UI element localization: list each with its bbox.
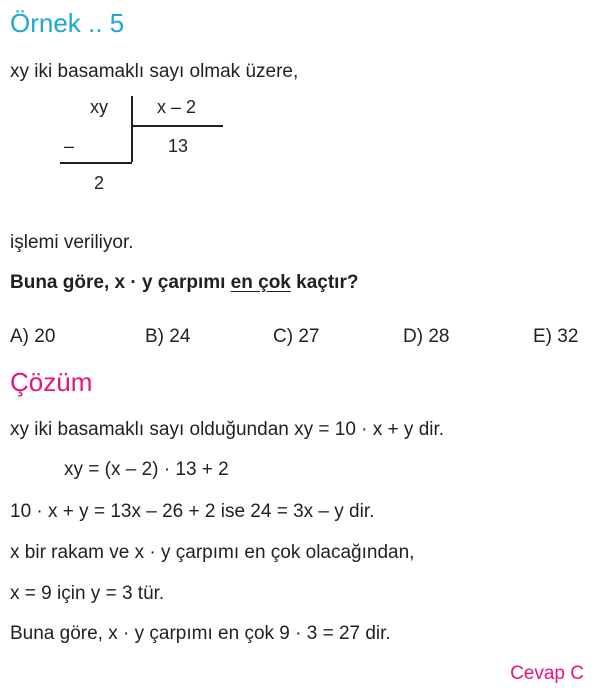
question-emphasis: en çok <box>230 272 291 293</box>
problem-statement: işlemi veriliyor. <box>10 232 134 253</box>
division-remainder: 2 <box>94 173 105 193</box>
question-suffix: kaçtır? <box>290 272 359 293</box>
problem-intro: xy iki basamaklı sayı olmak üzere, <box>10 61 299 82</box>
solution-line: x = 9 için y = 3 tür. <box>10 583 165 604</box>
solution-title: Çözüm <box>10 367 93 397</box>
choice-c: C) 27 <box>273 326 320 347</box>
choice-b: B) 24 <box>145 326 191 347</box>
answer-label: Cevap C <box>510 663 584 684</box>
division-quotient: 13 <box>168 136 189 156</box>
choice-a: A) 20 <box>10 326 56 347</box>
solution-line: x bir rakam ve x · y çarpımı en çok olacağından, <box>10 542 415 563</box>
division-vertical-line <box>131 96 133 162</box>
problem-question <box>10 271 358 295</box>
solution-line: xy iki basamaklı sayı olduğundan xy = 10 · x + y dir. <box>10 419 445 440</box>
solution-line: 10 · x + y = 13x – 26 + 2 ise 24 = 3x – y dir. <box>10 501 375 522</box>
choice-e: E) 32 <box>533 326 579 347</box>
division-dividend: xy <box>90 97 108 117</box>
choice-d: D) 28 <box>403 326 450 347</box>
division-divisor-underline <box>131 125 223 127</box>
division-minus-sign: – <box>64 136 75 156</box>
solution-line: xy = (x – 2) · 13 + 2 <box>64 459 229 480</box>
solution-line: Buna göre, x · y çarpımı en çok 9 · 3 = 27 dir. <box>10 623 391 644</box>
question-prefix: Buna göre, x · y çarpımı <box>10 272 231 293</box>
division-subtraction-line <box>60 162 132 164</box>
example-title: Örnek .. 5 <box>10 8 125 38</box>
division-divisor: x – 2 <box>157 97 197 117</box>
